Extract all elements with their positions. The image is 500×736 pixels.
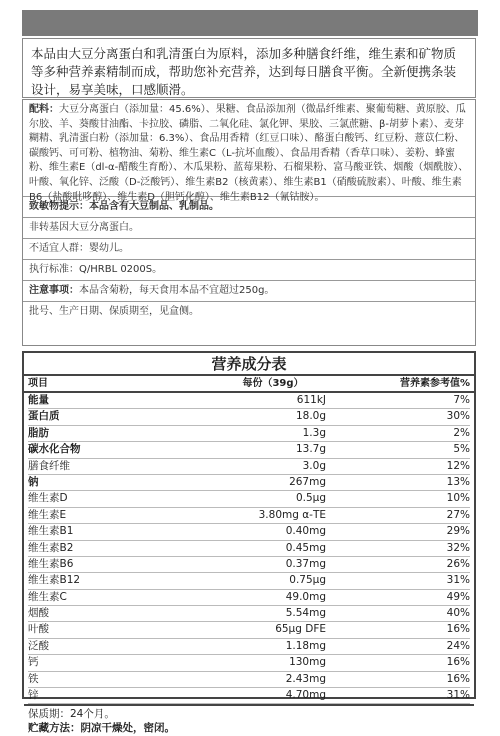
table-row: [28, 688, 470, 704]
nutrient-name: 碳水化合物: [28, 443, 81, 456]
allergen-text: 本品含有大豆制品、乳制品。: [89, 201, 219, 212]
nutrient-name: 膳食纤维: [28, 459, 70, 472]
ingredients-text: 大豆分离蛋白（添加量：45.6%）、果糖、食品添加剂（微晶纤维素、聚葡萄糖、黄原胶、瓜尔胶、羊、葵酸甘油酯、卡拉胶、磷脂、二氧化硅、氯化钾、果胶、三氯蔗糖、β-胡萝卜素）、麦芽糊精、乳清蛋白粉（添加量：6.3%）、食品用香精（红豆口味）、酪蛋白酸钙、红豆粉、薏苡仁粉、碳酸钙、可可粉、植物油、菊粉、维生素C（L-抗坏血酸）、食品用香精（香草口味）、姜粉、蜂蜜粉、维生素E（dl-α-醋酸生育酚）、木瓜果粉、蓝莓果粉、石榴果粉、富马酸亚铁、烟酸（烟酰胺）、叶酸、氧化锌、泛酸（D-泛酸钙）、维生素B2（核黄素）、维生素B1（硝酸硫胺素）、叶酸、维生素B6（盐酸吡哆醇）、维生素D（胆钙化醇）、维生素B12（氰钴胺）。: [29, 104, 469, 203]
nutrient-nrv: 29%: [446, 525, 470, 538]
nutrient-nrv: 24%: [446, 639, 470, 652]
nutrient-nrv: 16%: [446, 672, 470, 685]
table-row: [28, 409, 470, 425]
table-row: [28, 475, 470, 491]
shelf-life: 保质期：24个月。: [28, 708, 115, 721]
nutrient-value: 65μg DFE: [275, 623, 326, 636]
ingredients-row: [23, 100, 475, 203]
nutrient-value: 0.75μg: [289, 574, 326, 587]
nutrient-name: 维生素B6: [28, 557, 74, 570]
table-row: [28, 590, 470, 606]
nutrition-table: [22, 351, 476, 735]
nutrition-header: [24, 374, 474, 393]
nutrient-value: 611kJ: [296, 394, 326, 406]
gmo-text: 非转基因大豆分离蛋白。: [29, 222, 139, 233]
standard-row: [23, 260, 475, 281]
nutrient-nrv: 31%: [446, 689, 470, 702]
table-row: [28, 557, 470, 573]
product-intro: [22, 38, 476, 98]
nutrient-value: 3.0g: [302, 459, 326, 472]
nutrient-nrv: 31%: [446, 574, 470, 587]
nutrient-name: 维生素B2: [28, 541, 74, 554]
storage-method: 贮藏方法：阴凉干燥处，密闭。: [28, 722, 175, 735]
table-row: [28, 393, 470, 409]
nutrient-value: 13.7g: [295, 443, 326, 456]
nutrient-nrv: 10%: [446, 492, 470, 505]
nutrient-value: 0.45mg: [285, 541, 326, 554]
batch-row: [23, 302, 475, 323]
table-row: [28, 672, 470, 688]
table-row: [28, 622, 470, 638]
nutrient-value: 130mg: [289, 656, 326, 669]
nutrient-value: 1.18mg: [285, 639, 326, 652]
header-per-serving: 每份（39g）: [242, 378, 304, 389]
header-bar: [22, 10, 478, 36]
header-nrv: 营养素参考值%: [399, 378, 470, 389]
nutrient-nrv: 16%: [446, 623, 470, 636]
nutrient-value: 0.40mg: [285, 525, 326, 538]
nutrient-value: 4.70mg: [285, 689, 326, 702]
nutrient-value: 18.0g: [295, 410, 326, 423]
nutrient-nrv: 30%: [446, 410, 470, 423]
table-row: [28, 442, 470, 458]
nutrient-nrv: 27%: [446, 508, 470, 521]
table-row: [28, 639, 470, 655]
nutrient-name: 锌: [28, 689, 39, 702]
nutrient-name: 维生素B1: [28, 525, 74, 538]
nutrition-rows: [24, 393, 474, 704]
nutrient-name: 维生素B12: [28, 574, 81, 587]
intro-text: 本品由大豆分离蛋白和乳清蛋白为原料，添加多种膳食纤维，维生素和矿物质等多种营养素精制而成，帮助您补充营养，达到每日膳食平衡。全新便携条装设计，易享美味，口感顺滑。: [31, 46, 457, 97]
table-row: [28, 524, 470, 540]
nutrient-nrv: 2%: [453, 426, 470, 439]
header-item: 项目: [28, 378, 48, 389]
caution-row: [23, 281, 475, 302]
nutrient-name: 脂肪: [28, 426, 49, 439]
nutrient-nrv: 40%: [446, 607, 470, 620]
nutrient-value: 2.43mg: [285, 672, 326, 685]
unsuitable-row: [23, 239, 475, 260]
nutrient-name: 钙: [28, 656, 39, 669]
nutrient-value: 3.80mg α-TE: [258, 508, 326, 521]
nutrient-value: 1.3g: [302, 426, 326, 439]
nutrient-nrv: 16%: [446, 656, 470, 669]
table-row: [28, 459, 470, 475]
nutrition-title: 营养成分表: [211, 355, 287, 373]
nutrient-nrv: 26%: [446, 557, 470, 570]
info-table: [22, 99, 476, 346]
standard-text: 执行标准：Q/HRBL 0200S。: [29, 264, 163, 275]
nutrient-nrv: 49%: [446, 590, 470, 603]
nutrient-value: 0.5μg: [295, 492, 326, 505]
allergen-label: 致敏物提示：: [29, 201, 89, 212]
nutrition-footer: [24, 704, 474, 736]
nutrient-name: 铁: [28, 672, 39, 685]
nutrient-value: 0.37mg: [285, 557, 326, 570]
nutrient-name: 烟酸: [28, 607, 49, 620]
nutrient-nrv: 5%: [453, 443, 470, 456]
nutrient-name: 能量: [28, 394, 49, 406]
table-row: [28, 491, 470, 507]
ingredients-label: 配料：: [29, 104, 59, 115]
nutrient-name: 维生素C: [28, 590, 67, 603]
nutrient-name: 维生素E: [28, 508, 67, 521]
unsuitable-text: 不适宜人群：婴幼儿。: [29, 243, 129, 254]
nutrient-nrv: 13%: [446, 475, 470, 488]
nutrient-name: 钠: [28, 475, 39, 488]
caution-label: 注意事项：: [29, 285, 79, 296]
nutrient-value: 5.54mg: [285, 607, 326, 620]
batch-text: 批号、生产日期、保质期至，见盒侧。: [29, 306, 199, 317]
table-row: [28, 541, 470, 557]
nutrient-name: 维生素D: [28, 492, 68, 505]
nutrient-nrv: 12%: [446, 459, 470, 472]
caution-text: 本品含菊粉，每天食用本品不宜超过250g。: [79, 285, 275, 296]
nutrient-name: 蛋白质: [28, 410, 60, 423]
table-row: [28, 606, 470, 622]
nutrient-nrv: 7%: [453, 394, 470, 406]
nutrient-name: 泛酸: [28, 639, 49, 652]
nutrient-nrv: 32%: [446, 541, 470, 554]
table-row: [28, 655, 470, 671]
table-row: [28, 573, 470, 589]
nutrient-name: 叶酸: [28, 623, 49, 636]
table-row: [28, 426, 470, 442]
table-row: [28, 508, 470, 524]
gmo-row: [23, 218, 475, 239]
nutrient-value: 49.0mg: [285, 590, 326, 603]
nutrient-value: 267mg: [289, 475, 326, 488]
